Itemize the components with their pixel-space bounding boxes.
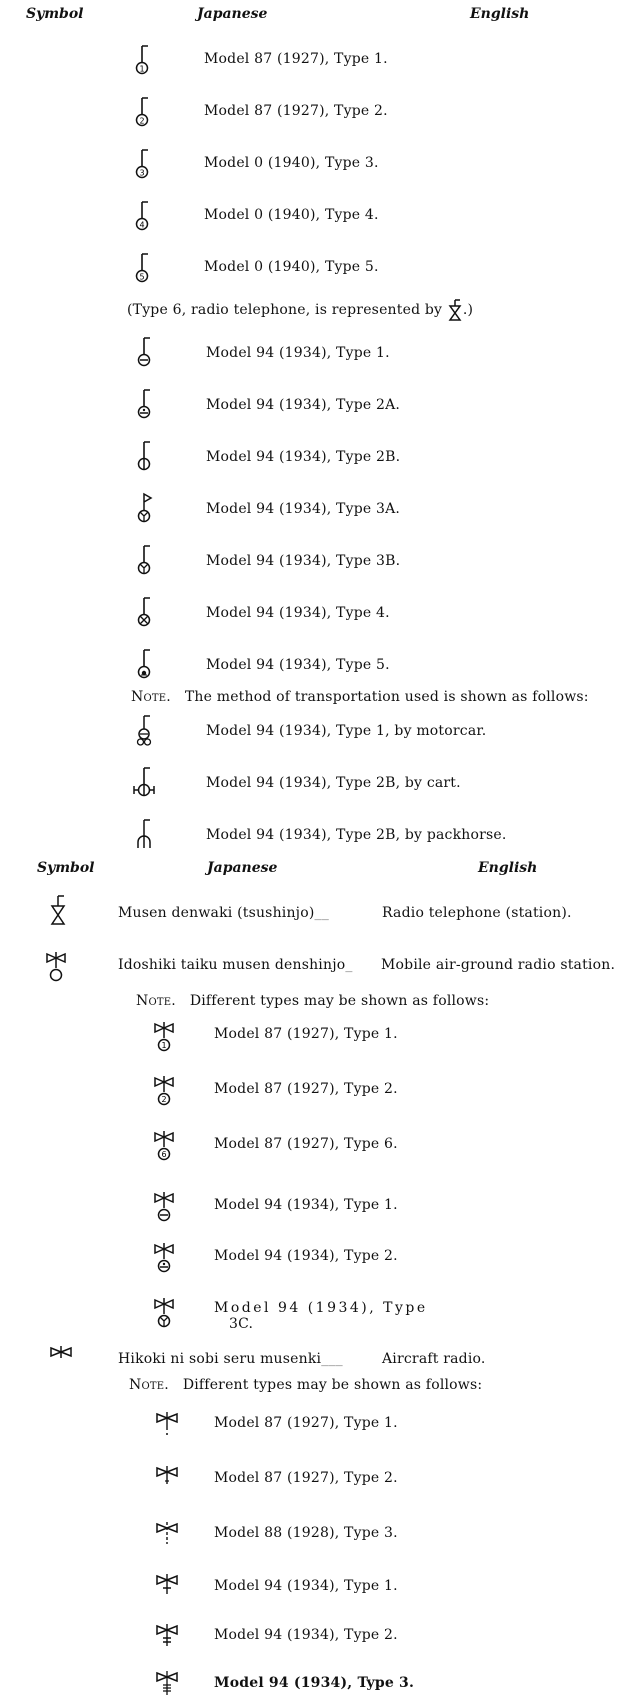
svg-text:2: 2 [161,1095,167,1104]
note-label: Note. [136,993,176,1009]
header-symbol: Symbol [26,6,84,22]
svg-text:1: 1 [139,64,145,74]
aircraft-radio-icon [49,1342,73,1378]
mobile-radio-type-2-icon [152,1072,176,1108]
aircraft-radio-type-3-icon [155,1518,179,1554]
radio-type-4-icon [130,198,154,234]
radio-circle-vertical-icon [132,438,156,474]
radio-minus-icon [132,334,156,370]
entry-text: Model 94 (1934), Type 2B, by packhorse. [206,827,507,843]
aircraft-radio-type-1-icon [155,1408,179,1444]
transport-note [131,689,589,705]
entry-text: Model 94 (1934), Type 5. [206,657,390,673]
svg-text:2: 2 [139,116,145,126]
header-symbol: Symbol [37,860,95,876]
row-japanese [118,957,353,973]
aircraft-radio-type-6-icon [155,1667,179,1703]
note-text: Different types may be shown as follows: [189,993,490,1009]
leader: ___ [321,1351,343,1367]
aircraft-radio-type-4-icon [155,1570,179,1606]
header-japanese: Japanese [207,860,278,876]
radio-telephone-icon [46,894,70,930]
entry-text: Model 87 (1927), Type 1. [214,1415,398,1431]
radio-y-icon [132,542,156,578]
entry-text: Model 88 (1928), Type 3. [214,1525,398,1541]
leader: __ [314,905,329,921]
entry-text: Model 87 (1927), Type 6. [214,1136,398,1152]
radio-flag-y-icon [132,490,156,526]
entry-text-continued: 3C. [229,1316,254,1332]
note-label: Note. [131,689,171,705]
entry-text: Model 94 (1934), Type 2. [214,1248,398,1264]
note-label: Note. [129,1377,169,1393]
row-english: Aircraft radio. [382,1351,486,1367]
type6-note-text: (Type 6, radio telephone, is represented by [127,302,443,318]
radio-type-5-icon [130,250,154,286]
mobile-radio-minus-icon [152,1188,176,1224]
svg-text:5: 5 [139,272,145,282]
type6-note-end: .) [462,302,474,318]
entry-text: Model 94 (1934), Type 2A. [206,397,401,413]
radio-motorcar-icon [132,712,156,748]
entry-text: Model 94 (1934), Type 1. [214,1578,398,1594]
radio-circle-bar-icon [132,386,156,422]
entry-text: Model 94 (1934), Type 2. [214,1627,398,1643]
types-note [136,993,489,1009]
mobile-radio-y-icon [152,1294,176,1330]
entry-text: Model 94 (1934), Type 3B. [206,553,401,569]
entry-text: Model 94 (1934), Type [214,1300,428,1316]
radio-type-1-icon [130,42,154,78]
japanese-term: Idoshiki taiku musen denshinjo [118,957,346,973]
radio-type-3-icon [130,146,154,182]
aircraft-radio-type-2-icon [155,1462,179,1498]
svg-text:6: 6 [161,1150,167,1159]
row-japanese [118,905,329,921]
row-english: Mobile air-ground radio station. [381,957,616,973]
leader: _ [345,957,353,973]
radio-type-2-icon [130,94,154,130]
entry-text: Model 87 (1927), Type 1. [204,51,388,67]
note-text: Different types may be shown as follows: [182,1377,483,1393]
header-japanese: Japanese [197,6,268,22]
row-english: Radio telephone (station). [382,905,572,921]
entry-text: Model 87 (1927), Type 2. [214,1081,398,1097]
entry-text: Model 94 (1934), Type 2B, by cart. [206,775,461,791]
entry-text: Model 94 (1934), Type 3A. [206,501,401,517]
entry-text: Model 87 (1927), Type 1. [214,1026,398,1042]
radio-telephone-icon [447,298,463,322]
note-text: The method of transportation used is shown as follows: [184,689,589,705]
entry-text: Model 0 (1940), Type 4. [204,207,379,223]
aircraft-radio-type-5-icon [155,1620,179,1656]
entry-text: Model 87 (1927), Type 2. [214,1470,398,1486]
mobile-radio-icon [44,948,68,984]
japanese-term: Hikoki ni sobi seru musenki [118,1351,322,1367]
row-japanese [118,1351,343,1367]
entry-text: Model 94 (1934), Type 1, by motorcar. [206,723,487,739]
aircraft-types-note [129,1377,482,1393]
entry-text: Model 87 (1927), Type 2. [204,103,388,119]
radio-x-icon [132,594,156,630]
radio-dot-icon [132,646,156,682]
mobile-radio-bar-icon [152,1239,176,1275]
type6-note [127,298,473,322]
svg-text:3: 3 [139,168,145,178]
entry-text: Model 0 (1940), Type 5. [204,259,379,275]
radio-cart-icon [132,764,156,800]
header-english: English [470,6,530,22]
entry-text: Model 94 (1934), Type 1. [214,1197,398,1213]
entry-text: Model 94 (1934), Type 4. [206,605,390,621]
svg-text:4: 4 [139,220,145,230]
entry-text: Model 94 (1934), Type 2B. [206,449,401,465]
mobile-radio-type-6-icon [152,1127,176,1163]
entry-text: Model 94 (1934), Type 3. [214,1675,415,1691]
mobile-radio-type-1-icon [152,1018,176,1054]
japanese-term: Musen denwaki (tsushinjo) [118,905,315,921]
entry-text: Model 0 (1940), Type 3. [204,155,379,171]
entry-text: Model 94 (1934), Type 1. [206,345,390,361]
radio-packhorse-icon [132,816,156,852]
header-english: English [478,860,538,876]
svg-text:1: 1 [161,1041,167,1050]
